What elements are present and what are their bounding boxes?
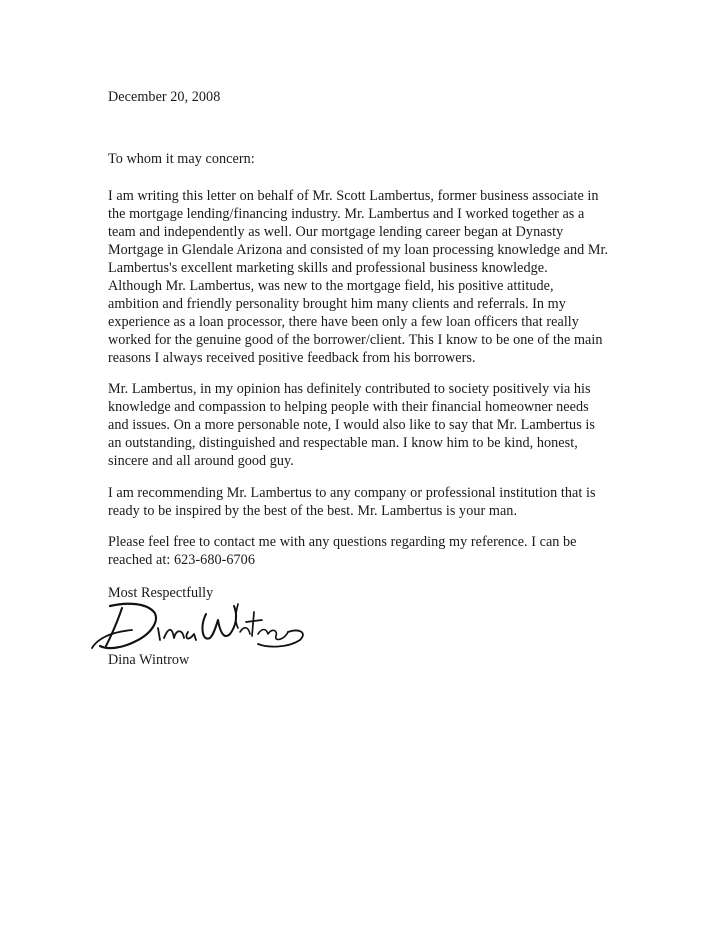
paragraph-line: Lambertus's excellent marketing skills and professional business knowledge. — [108, 260, 548, 276]
paragraph-line: ready to be inspired by the best of the best. Mr. Lambertus is your man. — [108, 503, 518, 519]
paragraph-line: sincere and all around good guy. — [108, 453, 294, 469]
paragraph-line: and issues. On a more personable note, I would also like to say that Mr. Lambertus is — [108, 417, 595, 433]
paragraph-line: experience as a loan processor, there have been only a few loan officers that really — [108, 314, 579, 330]
paragraph-line: an outstanding, distinguished and respectable man. I know him to be kind, honest, — [108, 435, 578, 451]
paragraph-line: ambition and friendly personality brought him many clients and referrals. In my — [108, 296, 566, 312]
signer-name: Dina Wintrow — [108, 652, 190, 668]
salutation: To whom it may concern: — [108, 151, 255, 167]
paragraph-line: Mortgage in Glendale Arizona and consisted of my loan processing knowledge and Mr. — [108, 242, 609, 258]
paragraph-line: I am recommending Mr. Lambertus to any company or professional institution that is — [108, 485, 596, 501]
paragraph-line: reasons I always received positive feedback from his borrowers. — [108, 350, 476, 366]
paragraph-line: the mortgage lending/financing industry. Mr. Lambertus and I worked together as a — [108, 206, 585, 222]
paragraph-line: knowledge and compassion to helping people with their financial homeowner needs — [108, 399, 589, 415]
paragraph-line: Although Mr. Lambertus, was new to the mortgage field, his positive attitude, — [108, 278, 554, 294]
letter-date: December 20, 2008 — [108, 89, 221, 105]
paragraph-line: Mr. Lambertus, in my opinion has definitely contributed to society positively via his — [108, 381, 591, 397]
paragraph-line: Please feel free to contact me with any questions regarding my reference. I can be — [108, 534, 577, 550]
paragraph-line: worked for the genuine good of the borrower/client. This I know to be one of the main — [108, 332, 603, 348]
paragraph-line: I am writing this letter on behalf of Mr. Scott Lambertus, former business associate in — [108, 188, 599, 204]
closing: Most Respectfully — [108, 585, 214, 601]
paragraph-line: team and independently as well. Our mortgage lending career began at Dynasty — [108, 224, 564, 240]
paragraph-line: reached at: 623-680-6706 — [108, 552, 255, 568]
